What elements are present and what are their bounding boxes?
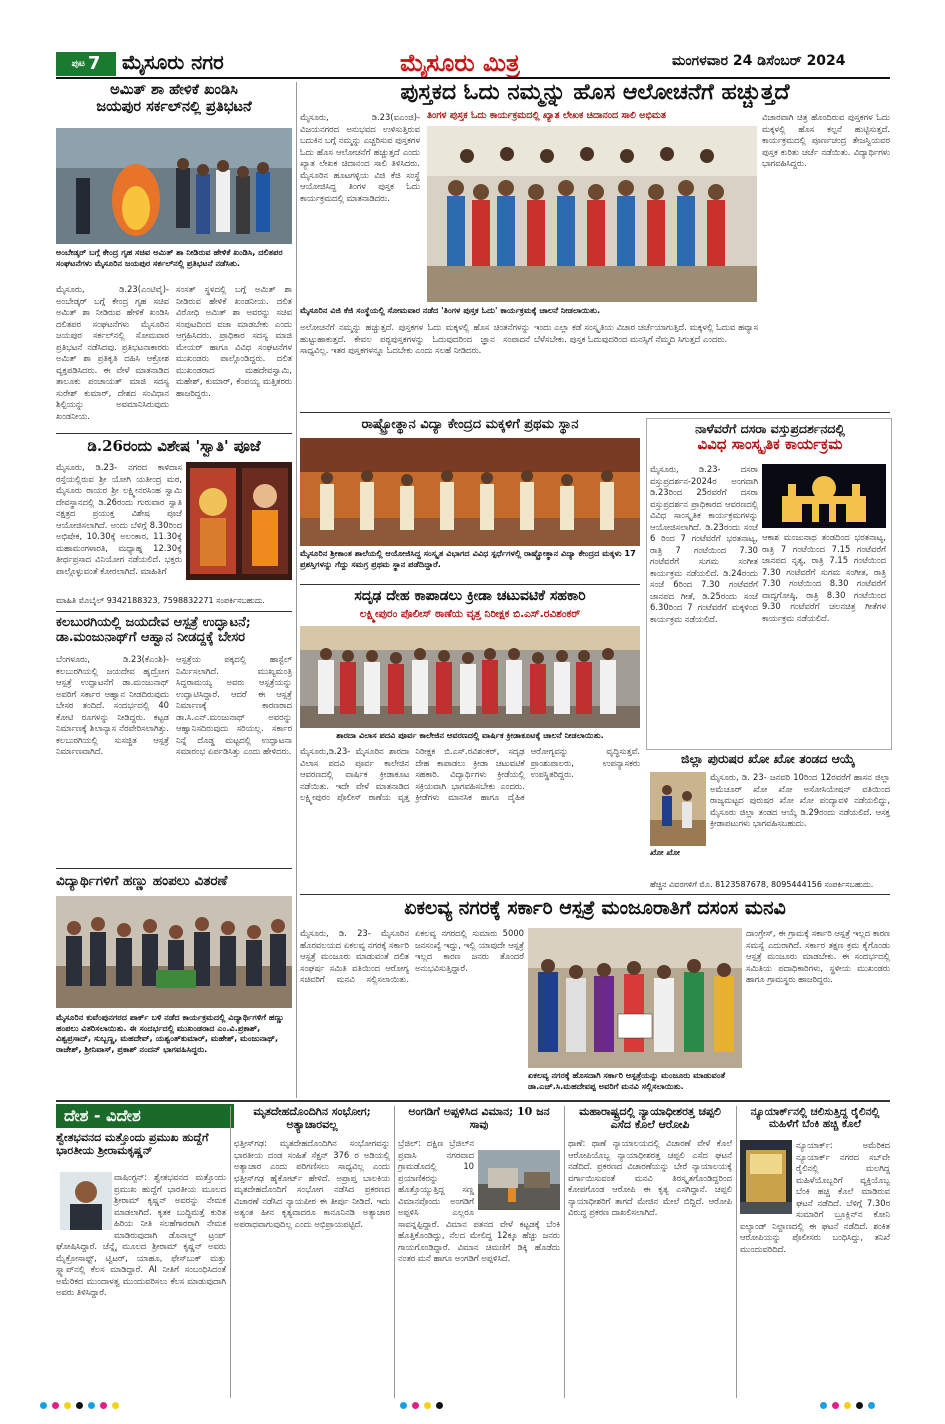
story1-photo xyxy=(56,128,292,244)
world-banner: ದೇಶ - ವಿದೇಶ xyxy=(56,1104,234,1128)
story3-body-col2: ಆಸ್ಪತ್ರೆಯ ಪಕ್ಕದಲ್ಲಿ ಹಾಸ್ಟೆಲ್ ನಿರ್ಮಿಸಲಾಗಿದೆ. ಮುಖ್ಯಮಂತ್ರಿ ಸಿದ್ದರಾಮಯ್ಯ ಅವರು ಆಸ್ಪತ್ರೆಯನ್ನು ಉದ್ಘಾಟಿಸಿದ್ದಾರೆ. ಆದರೆ ಈ ಆಸ್ಪತ್ರೆ ನಿರ್ಮಾಣಕ್ಕೆ ಕಾರಣರಾದ ಡಾ.ಸಿ.ಎನ್.ಮಂಜುನಾಥ್ ಅವರನ್ನು ಆಹ್ವಾನಿಸದಿರುವುದು ಸರಿಯಲ್ಲ. ಸರ್ಕಾರ ನಿನ್ನೆ ದೊಡ್ಡ ಮಟ್ಟದಲ್ಲಿ ಉದ್ಘಾಟನಾ ಸಮಾರಂಭ ಏರ್ಪಡಿಸಿತ್ತು ಎಂದು ಹೇಳಿದರು. xyxy=(176,654,292,756)
registration-dot xyxy=(88,1402,95,1409)
column-separator xyxy=(736,1106,737,1398)
story9-photo-caption: ಖೋ ಖೋ xyxy=(650,848,680,857)
registration-dot xyxy=(52,1402,59,1409)
story2-phone: ಮಾಹಿತಿ ಮೊಬೈಲ್ 9342188323, 7598832271 ಸಂಪರ್ಕಿಸಬಹುದು. xyxy=(56,596,265,605)
column-separator xyxy=(296,82,297,1098)
story6-photo xyxy=(300,438,640,546)
world-s4-headline: ಮಹಾರಾಷ್ಟ್ರದಲ್ಲಿ ನ್ಯಾಯಾಧೀಶರತ್ತ ಚಪ್ಪಲಿ ಎಸೆದ ಕೊಲೆ ಆರೋಪಿ xyxy=(579,1105,721,1131)
divider xyxy=(300,894,890,895)
story7-body-col2: ಆಕಾಶ ಮಂಜುನಾಥ ತಂಡದಿಂದ ಭರತನಾಟ್ಯ, ರಾತ್ರಿ 7 ಗಂಟೆಯಿಂದ 7.15 ಗಂಟೆವರೆಗೆ ಜಾನಪದ ನೃತ್ಯ, ರಾತ್ರಿ 7.15 ಗಂಟೆಯಿಂದ 7.30 ಗಂಟೆವರೆಗೆ ಸುಗಮ ಸಂಗೀತ, ರಾತ್ರಿ 7.30 ಗಂಟೆಯಿಂದ 8.30 ಗಂಟೆವರೆಗೆ ವಾದ್ಯಗೋಷ್ಠಿ, ರಾತ್ರಿ 8.30 ಗಂಟೆಯಿಂದ 9.30 ಗಂಟೆವರೆಗೆ ಚಲನಚಿತ್ರ ಗೀತೆಗಳ ಕಾರ್ಯಕ್ರಮ ನಡೆಯಲಿದೆ. xyxy=(762,532,886,623)
registration-dot xyxy=(820,1402,827,1409)
registration-dot xyxy=(100,1402,107,1409)
page-number-badge xyxy=(56,52,116,76)
story5-body-col4: ವಿಚಾರವಾಗಿ ಚಿತ್ರ ಹೊಂದಿರುವ ಪುಸ್ತಕಗಳ ಓದು ಮಕ್ಕಳಲ್ಲಿ ಹೊಸ ಕಲ್ಪನೆ ಹುಟ್ಟಿಸುತ್ತದೆ. ಕಾರ್ಯಕ್ರಮದಲ್ಲಿ ಪೂರ್ಣಚಂದ್ರ ತೇಜಸ್ವಿಯವರ ಪುಸ್ತಕ ಕುರಿತು ಚರ್ಚೆ ನಡೆಯಿತು. ವಿದ್ಯಾರ್ಥಿಗಳು ಭಾಗವಹಿಸಿದ್ದರು. xyxy=(762,112,890,168)
story9-contact: ಹೆಚ್ಚಿನ ವಿವರಗಳಿಗೆ ಮೊ. 8123587678, 8095444156 ಸಂಪರ್ಕಿಸಬಹುದು. xyxy=(650,880,874,889)
story10-headline: ಏಕಲವ್ಯ ನಗರಕ್ಕೆ ಸರ್ಕಾರಿ ಆಸ್ಪತ್ರೆ ಮಂಜೂರಾತಿಗೆ ದಸಂಸ ಮನವಿ xyxy=(404,897,786,919)
story1-caption: ಅಂಬೇಡ್ಕರ್ ಬಗ್ಗೆ ಕೇಂದ್ರ ಗೃಹ ಸಚಿವ ಅಮಿತ್ ಶಾ ನೀಡಿರುವ ಹೇಳಿಕೆ ಖಂಡಿಸಿ, ದಲಿತಪರ ಸಂಘಟನೆಗಳು ಮೈಸೂರಿನ ಜಯಪುರ ಸರ್ಕಲ್‌ನಲ್ಲಿ ಪ್ರತಿಭಟನೆ ನಡೆಸಿತು. xyxy=(56,247,283,268)
story5-subhead: ತಿಂಗಳ ಪುಸ್ತಕ ಓದು ಕಾರ್ಯಕ್ರಮದಲ್ಲಿ ಖ್ಯಾತ ಲೇಖಕ ಚಿದಾನಂದ ಸಾಲಿ ಅಭಿಮತ xyxy=(427,110,666,121)
registration-dot xyxy=(112,1402,119,1409)
story10-body-col3: ದಾಂಗ್ರೇಸ್, ಈ ಗ್ರಾಮಕ್ಕೆ ಸರ್ಕಾರಿ ಆಸ್ಪತ್ರೆ ಇಲ್ಲದ ಕಾರಣ ಸಮಸ್ಯೆ ಎದುರಾಗಿದೆ. ಸರ್ಕಾರ ತಕ್ಷಣ ಕ್ರಮ ಕೈಗೊಂಡು ಆಸ್ಪತ್ರೆ ಮಂಜೂರು ಮಾಡಬೇಕು. ಈ ಸಂದರ್ಭದಲ್ಲಿ ಸಮಿತಿಯ ಪದಾಧಿಕಾರಿಗಳು, ಸ್ಥಳೀಯ ಮುಖಂಡರು ಹಾಗೂ ಗ್ರಾಮಸ್ಥರು ಹಾಜರಿದ್ದರು. xyxy=(746,928,890,984)
photo-spacer xyxy=(740,1140,796,1218)
section-title: ಮೈಸೂರು ನಗರ xyxy=(122,50,224,74)
story5-body-col3: ಇಂದು ಎಲ್ಲಾ ಕಡೆ ಸಂಸ್ಕೃತಿಯ ವಿಚಾರ ಚರ್ಚೆಯಾಗುತ್ತಿದೆ. ಮಕ್ಕಳಲ್ಲಿ ಓದುವ ಹವ್ಯಾಸ ಬೆಳೆಸಬೇಕು. ಪುಸ್ತಕ ಓದುವುದರಿಂದ ಮನಸ್ಸಿಗೆ ನೆಮ್ಮದಿ ಸಿಗುತ್ತದೆ ಎಂದರು. xyxy=(534,322,758,344)
print-registration-marks xyxy=(0,1402,945,1414)
story9-headline: ಜಿಲ್ಲಾ ಪುರುಷರ ಖೋ ಖೋ ತಂಡದ ಆಯ್ಕೆ xyxy=(681,751,855,766)
registration-dot xyxy=(40,1402,47,1409)
story8-caption: ಶಾರದಾ ವಿಲಾಸ ಪದವಿ ಪೂರ್ವ ಕಾಲೇಜಿನ ಆವರಣದಲ್ಲಿ ವಾರ್ಷಿಕ ಕ್ರೀಡಾಕೂಟಕ್ಕೆ ಚಾಲನೆ ನೀಡಲಾಯಿತು. xyxy=(336,730,604,740)
world-s1-headline: ಶ್ವೇತಭವನದ ಮತ್ತೊಂದು ಪ್ರಮುಖ ಹುದ್ದೆಗೆ ಭಾರತೀಯ ಶ್ರೀರಾಮಕೃಷ್ಣನ್ xyxy=(56,1131,209,1157)
world-section-rule xyxy=(56,1100,890,1102)
world-s4-body: ಥಾಣೆ: ಥಾಣೆ ನ್ಯಾಯಾಲಯದಲ್ಲಿ ವಿಚಾರಣೆ ವೇಳೆ ಕೊಲೆ ಆರೋಪಿಯೊಬ್ಬ ನ್ಯಾಯಾಧೀಶರತ್ತ ಚಪ್ಪಲಿ ಎಸೆದ ಘಟನೆ ನಡೆದಿದೆ. ಪ್ರಕರಣದ ವಿಚಾರಣೆಯನ್ನು ಬೇರೆ ನ್ಯಾಯಾಲಯಕ್ಕೆ ವರ್ಗಾಯಿಸುವಂತೆ ಮನವಿ ತಿರಸ್ಕೃತಗೊಂಡಿದ್ದರಿಂದ ಕೋಪಗೊಂಡ ಆರೋಪಿ ಈ ಕೃತ್ಯ ಎಸಗಿದ್ದಾನೆ. ಚಪ್ಪಲಿ ನ್ಯಾಯಾಧೀಶರಿಗೆ ತಾಗದೆ ಮೇಜಿನ ಮೇಲೆ ಬಿದ್ದಿದೆ. ಆರೋಪಿ ವಿರುದ್ಧ ಪ್ರಕರಣ ದಾಖಲಿಸಲಾಗಿದೆ. xyxy=(568,1138,732,1217)
page-header xyxy=(0,0,945,78)
portrait-spacer xyxy=(56,1172,114,1234)
story2-body: ಮೈಸೂರು, ಡಿ.23- ನಗರದ ಕಾಳಿದಾಸ ರಸ್ತೆಯಲ್ಲಿರುವ ಶ್ರೀ ಯೋಗಿ ಯತೀಂದ್ರ ಮಠ, ಮೈಸೂರು ರಾಯರ ಶ್ರೀ ಲಕ್ಷ್ಮೀನರಸಿಂಹ ಸ್ವಾಮಿ ದೇವಸ್ಥಾನದಲ್ಲಿ ಡಿ.26ರಂದು ಗುರುವಾರ ಸ್ವಾತಿ ನಕ್ಷತ್ರದ ಪ್ರಯುಕ್ತ ವಿಶೇಷ ಪೂಜೆ ಆಯೋಜಿಸಲಾಗಿದೆ. ಅಂದು ಬೆಳಿಗ್ಗೆ 8.30ರಿಂದ ಅಭಿಷೇಕ, 10.30ಕ್ಕೆ ಅಲಂಕಾರ, 11.30ಕ್ಕೆ ಮಹಾಮಂಗಳಾರತಿ, ಮಧ್ಯಾಹ್ನ 12.30ಕ್ಕೆ ತೀರ್ಥಪ್ರಸಾದ ವಿನಿಯೋಗ ನಡೆಯಲಿದೆ. ಭಕ್ತರು ಪಾಲ್ಗೊಳ್ಳುವಂತೆ ಕೋರಲಾಗಿದೆ. ಮಾಹಿತಿಗೆ xyxy=(56,462,182,576)
registration-dot xyxy=(436,1402,443,1409)
story7-palace-photo xyxy=(762,464,886,528)
story4-photo xyxy=(56,896,292,1008)
registration-dot xyxy=(400,1402,407,1409)
world-s3-text: ಬ್ರೆಜಿಲ್: ದಕ್ಷಿಣ ಬ್ರೆಜಿಲ್‌ನ ಪ್ರವಾಸಿ ನಗರವಾದ ಗ್ರಾಮಡೊದಲ್ಲಿ 10 ಪ್ರಯಾಣಿಕರನ್ನು ಹೊತ್ತೊಯ್ಯುತ್ತಿದ್ದ ಸಣ್ಣ ವಿಮಾನವೊಂದು ಅಂಗಡಿಗೆ ಅಪ್ಪಳಿಸಿ ಎಲ್ಲರೂ ಸಾವನ್ನಪ್ಪಿದ್ದಾರೆ. ವಿಮಾನ ಪತನದ ವೇಳೆ ಕಟ್ಟಡಕ್ಕೆ ಬೆಂಕಿ ಹೊತ್ತಿಕೊಂಡಿದ್ದು, ನೆಲದ ಮೇಲಿದ್ದ 12ಕ್ಕೂ ಹೆಚ್ಚು ಜನರು ಗಾಯಗೊಂಡಿದ್ದಾರೆ. ವಿಮಾನ ಚಿಮಣಿಗೆ ಡಿಕ್ಕಿ ಹೊಡೆದು ನಂತರ ಮನೆ ಹಾಗೂ ಅಂಗಡಿಗೆ ಅಪ್ಪಳಿಸಿದೆ. xyxy=(398,1138,560,1263)
story3-headline xyxy=(56,616,292,646)
story5-caption: ಮೈಸೂರಿನ ವಿಜಿ ಕೆಜಿ ಸಂಸ್ಥೆಯಲ್ಲಿ ಸೋಮವಾರ ನಡೆದ 'ತಿಂಗಳ ಪುಸ್ತಕ ಓದು' ಕಾರ್ಯಕ್ರಮಕ್ಕೆ ಚಾಲನೆ ನೀಡಲಾಯಿತು. xyxy=(300,305,601,315)
story1-body-col2: ಸಂಸತ್ ಸ್ಥಳದಲ್ಲಿ ಬಗ್ಗೆ ಅಮಿತ್ ಶಾ ನೀಡಿರುವ ಹೇಳಿಕೆ ಖಂಡನೀಯ. ದಲಿತ ವಿರೋಧಿ ಅಮಿತ್ ಶಾ ಅವರನ್ನು ಸಚಿವ ಸಂಪುಟದಿಂದ ವಜಾ ಮಾಡಬೇಕು ಎಂದು ಆಗ್ರಹಿಸಿದರು. ಪ್ರಾಧಿಕಾರ ಸದಸ್ಯ ಮಾಜಿ ಮೇಯರ್ ಹಾಗೂ ವಿವಿಧ ಸಂಘಟನೆಗಳ ಮುಖಂಡರು ಪಾಲ್ಗೊಂಡಿದ್ದರು. ದಲಿತ ಮುಖಂಡರಾದ ಮಹದೇವಸ್ವಾಮಿ, ಮಹೇಶ್, ಕುಮಾರ್, ಕೆಂಪಯ್ಯ ಮತ್ತಿತರರು ಹಾಜರಿದ್ದರು. xyxy=(176,284,292,398)
story7-body-col1: ಮೈಸೂರು, ಡಿ.23- ದಸರಾ ವಸ್ತುಪ್ರದರ್ಶನ-2024ರ ಅಂಗವಾಗಿ ಡಿ.23ರಿಂದ 25ರವರೆಗೆ ದಸರಾ ವಸ್ತುಪ್ರದರ್ಶನ ಪ್ರಾಧಿಕಾರದ ಆವರಣದಲ್ಲಿ ವಿವಿಧ ಸಾಂಸ್ಕೃತಿಕ ಕಾರ್ಯಕ್ರಮಗಳನ್ನು ಆಯೋಜಿಸಲಾಗಿದೆ. ಡಿ.23ರಂದು ಸಂಜೆ 6 ರಿಂದ 7 ಗಂಟೆವರೆಗೆ ಭರತನಾಟ್ಯ, ರಾತ್ರಿ 7 ಗಂಟೆಯಿಂದ 7.30 ಗಂಟೆವರೆಗೆ ಸುಗಮ ಸಂಗೀತ ಕಾರ್ಯಕ್ರಮ ನಡೆಯಲಿದೆ. ಡಿ.24ರಂದು ಸಂಜೆ 6ರಿಂದ 7.30 ಗಂಟೆವರೆಗೆ ಜಾನಪದ ಗೀತೆ, ಡಿ.25ರಂದು ಸಂಜೆ 6.30ರಿಂದ 7 ಗಂಟೆವರೆಗೆ ಮಕ್ಕಳಿಂದ ಕಾರ್ಯಕ್ರಮ ನಡೆಯಲಿದೆ. xyxy=(650,464,758,624)
story6-caption: ಮೈಸೂರಿನ ಶ್ರೀಕಾಂತ ಶಾಲೆಯಲ್ಲಿ ಆಯೋಜಿಸಿದ್ದ ಸಂಸ್ಕೃತ ವಿಭಾಗದ ವಿವಿಧ ಸ್ಪರ್ಧೆಗಳಲ್ಲಿ ರಾಷ್ಟ್ರೋತ್ಥಾನ ವಿದ್ಯಾ ಕೇಂದ್ರದ ಮಕ್ಕಳು 17 ಪ್ರಶಸ್ತಿಗಳನ್ನು ಗೆದ್ದು ಸಮಗ್ರ ಪ್ರಥಮ ಸ್ಥಾನ ಪಡೆದಿದ್ದಾರೆ. xyxy=(300,548,636,569)
story7-headline-line1: ನಾಳೆವರೆಗೆ ದಸರಾ ವಸ್ತುಪ್ರದರ್ಶನದಲ್ಲಿ xyxy=(695,421,845,436)
divider xyxy=(56,433,292,434)
story5-group-photo xyxy=(427,126,757,302)
story10-caption: ಏಕಲವ್ಯ ನಗರಕ್ಕೆ ಹೊಸದಾಗಿ ಸರ್ಕಾರಿ ಆಸ್ಪತ್ರೆಯನ್ನು ಮಂಜೂರು ಮಾಡುವಂತೆ ಡಾ.ಎಚ್.ಸಿ.ಮಹದೇವಪ್ಪ ಅವರಿಗೆ ಮನವಿ ಸಲ್ಲಿಸಲಾಯಿತು. xyxy=(528,1070,726,1091)
story1-headline-line1: ಅಮಿತ್ ಶಾ ಹೇಳಿಕೆ ಖಂಡಿಸಿ xyxy=(110,81,238,98)
story5-headline: ಪುಸ್ತಕದ ಓದು ನಮ್ಮನ್ನು ಹೊಸ ಆಲೋಚನೆಗೆ ಹಚ್ಚುತ್ತದೆ xyxy=(400,79,790,105)
world-s5-headline: ನ್ಯೂಯಾರ್ಕ್‌ನಲ್ಲಿ ಚಲಿಸುತ್ತಿದ್ದ ರೈಲಿನಲ್ಲಿ ಮಹಿಳೆಗೆ ಬೆಂಕಿ ಹಚ್ಚಿ ಕೊಲೆ xyxy=(750,1106,880,1131)
photo-spacer xyxy=(474,1138,560,1216)
divider xyxy=(300,584,640,585)
world-s1-text: ವಾಷಿಂಗ್ಟನ್: ಶ್ವೇತಭವನದ ಮತ್ತೊಂದು ಪ್ರಮುಖ ಹುದ್ದೆಗೆ ಭಾರತೀಯ ಮೂಲದ ಶ್ರೀರಾಮ್ ಕೃಷ್ಣನ್ ಅವರನ್ನು ನೇಮಕ ಮಾಡಲಾಗಿದೆ. ಕೃತಕ ಬುದ್ಧಿಮತ್ತೆ ಕುರಿತ ಹಿರಿಯ ನೀತಿ ಸಲಹೆಗಾರರಾಗಿ ನೇಮಕ ಮಾಡಿರುವುದಾಗಿ ಡೊನಾಲ್ಡ್ ಟ್ರಂಪ್ ಘೋಷಿಸಿದ್ದಾರೆ. ಚೆನ್ನೈ ಮೂಲದ ಶ್ರೀರಾಮ್ ಕೃಷ್ಣನ್ ಅವರು ಮೈಕ್ರೋಸಾಫ್ಟ್, ಟ್ವಿಟರ್, ಯಾಹೂ, ಫೇಸ್‌ಬುಕ್ ಮತ್ತು ಸ್ನ್ಯಾಪ್‌ನಲ್ಲಿ ಕೆಲಸ ಮಾಡಿದ್ದಾರೆ. AI ನೀತಿಗೆ ಸಂಬಂಧಿಸಿದಂತೆ ಅಮೆರಿಕದ ಮುಂದಾಳತ್ವ ಮುಂದುವರಿಸಲು ಕೆಲಸ ಮಾಡುವುದಾಗಿ ಅವರು ತಿಳಿಸಿದ್ದಾರೆ. xyxy=(56,1172,226,1297)
column-separator xyxy=(564,1106,565,1398)
divider xyxy=(300,412,890,413)
world-s3-body xyxy=(398,1138,560,1398)
story9-body: ಮೈಸೂರು, ಡಿ. 23- ಜನವರಿ 10ರಿಂದ 12ರವರೆಗೆ ಹಾಸನ ಜಿಲ್ಲಾ ಅಮೆಚೂರ್ ಖೋ ಖೋ ಅಸೋಸಿಯೇಷನ್ ವತಿಯಿಂದ ರಾಜ್ಯಮಟ್ಟದ ಪುರುಷರ ಖೋ ಖೋ ಪಂದ್ಯಾವಳಿ ನಡೆಯಲಿದ್ದು, ಮೈಸೂರು ಜಿಲ್ಲಾ ತಂಡದ ಆಯ್ಕೆ ಡಿ.29ರಂದು ನಡೆಯಲಿದೆ. ಆಸಕ್ತ ಕ್ರೀಡಾಪಟುಗಳು ಭಾಗವಹಿಸಬಹುದು. xyxy=(710,772,890,828)
story5-body-col1: ಮೈಸೂರು, ಡಿ.23(ಐಎಂಜಿ)- ವಿಜಯನಗರದ ಅನುಭವದ ಉಳಿಸುತ್ತಿರುವ ಬದುಕಿನ ಬಗ್ಗೆ ನಮ್ಮನ್ನು ಎಚ್ಚರಿಸುವ ಪುಸ್ತಕಗಳ ಓದು ಹೊಸ ಆಲೋಚನೆಗೆ ಹಚ್ಚುತ್ತದೆ ಎಂದು ಖ್ಯಾತ ಲೇಖಕ ಚಿದಾನಂದ ಸಾಲಿ ತಿಳಿಸಿದರು. ಮೈಸೂರಿನ ಹೂಟಗಳ್ಳಿಯ ವಿಜಿ ಕೆಜಿ ಸಂಸ್ಥೆ ಆಯೋಜಿಸಿದ್ದ ತಿಂಗಳ ಪುಸ್ತಕ ಓದು ಕಾರ್ಯಕ್ರಮದಲ್ಲಿ ಮಾತನಾಡಿದರು. xyxy=(300,112,420,203)
story10-photo xyxy=(528,928,742,1068)
story2-deity-photo xyxy=(186,462,292,580)
issue-date: ಮಂಗಳವಾರ 24 ಡಿಸೆಂಬರ್ 2024 xyxy=(672,53,846,69)
registration-dot xyxy=(64,1402,71,1409)
divider xyxy=(56,611,292,612)
story-amit-shah-protest xyxy=(56,82,292,115)
story3-body-col1: ಬೆಂಗಳೂರು, ಡಿ.23(ಕೆಎಂಶಿ)- ಕಲಬುರಗಿಯಲ್ಲಿ ಜಯದೇವ ಹೃದ್ರೋಗ ಆಸ್ಪತ್ರೆ ಉದ್ಘಾಟನೆಗೆ ಡಾ.ಮಂಜುನಾಥ್ ಅವರಿಗೆ ಸರ್ಕಾರ ಆಹ್ವಾನ ನೀಡದಿರುವುದು ಬೇಸರ ತಂದಿದೆ. ಸಂದರ್ಭದಲ್ಲಿ 40 ಕೋಟಿ ರೂಗಳನ್ನು ನೀಡಿದ್ದರು. ಕಟ್ಟಡ ನಿರ್ಮಾಣಕ್ಕೆ ಶಿಲಾನ್ಯಾಸ ನೆರವೇರಿಸಲಾಗಿತ್ತು. ಕಲಬುರಗಿಯಲ್ಲಿ ಸುಸಜ್ಜಿತ ಆಸ್ಪತ್ರೆ ನಿರ್ಮಾಣವಾಗಿದೆ. xyxy=(56,654,169,756)
registration-dot xyxy=(832,1402,839,1409)
story2-headline: ಡಿ.26ರಂದು ವಿಶೇಷ 'ಸ್ವಾತಿ' ಪೂಜೆ xyxy=(87,437,261,455)
story4-headline: ವಿದ್ಯಾರ್ಥಿಗಳಿಗೆ ಹಣ್ಣು ಹಂಪಲು ವಿತರಣೆ xyxy=(56,873,228,889)
story7-headline xyxy=(650,422,890,454)
story7-headline-line2: ವಿವಿಧ ಸಾಂಸ್ಕೃತಿಕ ಕಾರ್ಯಕ್ರಮ xyxy=(697,435,843,454)
story8-subhead: ಲಕ್ಷ್ಮೀಪುರಂ ಪೊಲೀಸ್ ಠಾಣೆಯ ವೃತ್ತ ನಿರೀಕ್ಷಕ ಬಿ.ಎಸ್.ರವಿಶಂಕರ್ xyxy=(359,608,581,620)
registration-dot xyxy=(424,1402,431,1409)
story1-headline xyxy=(56,82,292,115)
story1-body-col1: ಮೈಸೂರು, ಡಿ.23(ಎಂಟಿವೈ)- ಅಂಬೇಡ್ಕರ್ ಬಗ್ಗೆ ಕೇಂದ್ರ ಗೃಹ ಸಚಿವ ಅಮಿತ್ ಶಾ ನೀಡಿರುವ ಹೇಳಿಕೆ ಖಂಡಿಸಿ ದಲಿತಪರ ಸಂಘಟನೆಗಳು ಮೈಸೂರಿನ ಜಯಪುರ ಸರ್ಕಲ್‌ನಲ್ಲಿ ಸೋಮವಾರ ಪ್ರತಿಭಟನೆ ನಡೆಸಿದವು. ಪ್ರತಿಭಟನಾಕಾರರು ಅಮಿತ್ ಶಾ ಪ್ರತಿಕೃತಿ ದಹಿಸಿ ಆಕ್ರೋಶ ವ್ಯಕ್ತಪಡಿಸಿದರು. ಈ ವೇಳೆ ಮಾತನಾಡಿದ ತಾಲೂಕು ಪಂಚಾಯತ್ ಮಾಜಿ ಸದಸ್ಯ ಸುರೇಶ್ ಕುಮಾರ್, ದೇಶದ ಸಂವಿಧಾನ ಶಿಲ್ಪಿಯನ್ನು ಅವಮಾನಿಸಿರುವುದು ಖಂಡನೀಯ. xyxy=(56,284,169,421)
story8-headline: ಸದೃಢ ದೇಹ ಕಾಪಾಡಲು ಕ್ರೀಡಾ ಚಟುವಟಿಕೆ ಸಹಕಾರಿ xyxy=(354,588,586,604)
page-label: ಪುಟ xyxy=(71,59,85,69)
registration-dot xyxy=(844,1402,851,1409)
story4-caption: ಮೈಸೂರಿನ ಕುವೆಂಪುನಗರದ ಪಾರ್ಕ್ ಬಳಿ ನಡೆದ ಕಾರ್ಯಕ್ರಮದಲ್ಲಿ ವಿದ್ಯಾರ್ಥಿಗಳಿಗೆ ಹಣ್ಣು ಹಂಪಲು ವಿತರಿಸಲಾಯಿತು. ಈ ಸಂದರ್ಭದಲ್ಲಿ ಮುಖಂಡರಾದ ಎಂ.ವಿ.ಪ್ರಕಾಶ್, ವಿಶ್ವಪ್ರಸಾದ್, ಸುಬ್ಬಣ್ಣ, ಮಹದೇವ್, ಯಶ್ವಂತ್‌ಕುಮಾರ್, ಮಹೇಶ್, ಮಂಜುನಾಥ್, ರಾಜೇಶ್, ಶ್ರೀನಿವಾಸ್, ಪ್ರಕಾಶ್ ನಂದನ್ ಭಾಗವಹಿಸಿದ್ದರು. xyxy=(56,1012,285,1054)
column-separator xyxy=(394,1106,395,1398)
story10-body-col1: ಮೈಸೂರು, ಡಿ. 23- ಮೈಸೂರಿನ ಹೊರವಲಯದ ಏಕಲವ್ಯ ನಗರಕ್ಕೆ ಸರ್ಕಾರಿ ಆಸ್ಪತ್ರೆ ಮಂಜೂರು ಮಾಡುವಂತೆ ದಲಿತ ಸಂಘರ್ಷ ಸಮಿತಿ ವತಿಯಿಂದ ಆರೋಗ್ಯ ಸಚಿವರಿಗೆ ಮನವಿ ಸಲ್ಲಿಸಲಾಯಿತು. ಏಕಲವ್ಯ ನಗರದಲ್ಲಿ ಸುಮಾರು 5000 ಜನಸಂಖ್ಯೆ ಇದ್ದು, ಇಲ್ಲಿ ಯಾವುದೇ ಆಸ್ಪತ್ರೆ ಇಲ್ಲದ ಕಾರಣ ಜನರು ತೊಂದರೆ ಅನುಭವಿಸುತ್ತಿದ್ದಾರೆ. xyxy=(300,928,524,984)
story8-body: ಮೈಸೂರು,ಡಿ.23- ಮೈಸೂರಿನ ಶಾರದಾ ವಿಲಾಸ ಪದವಿ ಪೂರ್ವ ಕಾಲೇಜಿನ ಆವರಣದಲ್ಲಿ ವಾರ್ಷಿಕ ಕ್ರೀಡಾಕೂಟ ನಡೆಯಿತು. ಇದೇ ವೇಳೆ ಮಾತನಾಡಿದ ಲಕ್ಷ್ಮೀಪುರಂ ಪೊಲೀಸ್ ಠಾಣೆಯ ವೃತ್ತ ನಿರೀಕ್ಷಕ ಬಿ.ಎಸ್.ರವಿಶಂಕರ್, ಸದೃಢ ದೇಹ ಕಾಪಾಡಲು ಕ್ರೀಡಾ ಚಟುವಟಿಕೆ ಸಹಕಾರಿ. ವಿದ್ಯಾರ್ಥಿಗಳು ಕ್ರೀಡೆಯಲ್ಲಿ ಸಕ್ರಿಯವಾಗಿ ಭಾಗವಹಿಸಬೇಕು ಎಂದರು. ಕ್ರೀಡೆಗಳು ಮಾನಸಿಕ ಹಾಗೂ ದೈಹಿಕ ಆರೋಗ್ಯವನ್ನು ವೃದ್ಧಿಸುತ್ತವೆ. ಪ್ರಾಂಶುಪಾಲರು, ಉಪನ್ಯಾಸಕರು ಉಪಸ್ಥಿತರಿದ್ದರು. xyxy=(300,746,640,802)
registration-dot xyxy=(868,1402,875,1409)
registration-dot xyxy=(856,1402,863,1409)
registration-dot xyxy=(412,1402,419,1409)
world-s5-text: ನ್ಯೂಯಾರ್ಕ್: ಅಮೆರಿಕದ ನ್ಯೂಯಾರ್ಕ್ ನಗರದ ಸಬ್‌ವೇ ರೈಲಿನಲ್ಲಿ ಮಲಗಿದ್ದ ಮಹಿಳೆಯೊಬ್ಬರಿಗೆ ವ್ಯಕ್ತಿಯೊಬ್ಬ ಬೆಂಕಿ ಹಚ್ಚಿ ಕೊಲೆ ಮಾಡಿರುವ ಘಟನೆ ನಡೆದಿದೆ. ಬೆಳಿಗ್ಗೆ 7.30ರ ಸುಮಾರಿಗೆ ಬ್ರೂಕ್ಲಿನ್‌ನ ಕೋನಿ ಐಲ್ಯಾಂಡ್ ನಿಲ್ದಾಣದಲ್ಲಿ ಈ ಘಟನೆ ನಡೆದಿದೆ. ಶಂಕಿತ ಆರೋಪಿಯನ್ನು ಪೊಲೀಸರು ಬಂಧಿಸಿದ್ದು, ತನಿಖೆ ಮುಂದುವರಿದಿದೆ. xyxy=(740,1140,890,1254)
story1-headline-line2: ಜಯಪುರ ಸರ್ಕಲ್‌ನಲ್ಲಿ ಪ್ರತಿಭಟನೆ xyxy=(96,97,252,115)
page-number: 7 xyxy=(87,53,101,74)
story3-headline-line2: ಡಾ.ಮಂಜುನಾಥ್‌ಗೆ ಆಹ್ವಾನ ನೀಡದ್ದಕ್ಕೆ ಬೇಸರ xyxy=(56,629,246,645)
world-s3-headline: ಅಂಗಡಿಗೆ ಅಪ್ಪಳಿಸಿದ ವಿಮಾನ; 10 ಜನ ಸಾವು xyxy=(408,1105,550,1131)
world-s2-headline: ಮೃತದೇಹದೊಂದಿಗಿನ ಸಂಭೋಗ; ಅತ್ಯಾಚಾರವಲ್ಲ xyxy=(253,1105,371,1131)
world-s2-body: ಛತ್ತೀಸ್‌ಗಢ: ಮೃತದೇಹದೊಂದಿಗಿನ ಸಂಭೋಗವನ್ನು ಭಾರತೀಯ ದಂಡ ಸಂಹಿತೆ ಸೆಕ್ಷನ್ 376 ರ ಅಡಿಯಲ್ಲಿ ಅತ್ಯಾಚಾರ ಎಂದು ಪರಿಗಣಿಸಲು ಸಾಧ್ಯವಿಲ್ಲ ಎಂದು ಛತ್ತೀಸ್‌ಗಢ ಹೈಕೋರ್ಟ್ ಹೇಳಿದೆ. ಅಪ್ರಾಪ್ತ ಬಾಲಕಿಯ ಮೃತದೇಹದೊಂದಿಗೆ ಸಂಭೋಗ ನಡೆಸಿದ ಪ್ರಕರಣದ ವಿಚಾರಣೆ ನಡೆಸಿದ ನ್ಯಾಯಪೀಠ ಈ ತೀರ್ಪು ನೀಡಿದೆ. ಇದು ಅತ್ಯಂತ ಹೀನ ಕೃತ್ಯವಾದರೂ ಕಾನೂನಿನಡಿ ಅತ್ಯಾಚಾರ ಅಪರಾಧವಾಗುವುದಿಲ್ಲ ಎಂದು ಅಭಿಪ್ರಾಯಪಟ್ಟಿದೆ. xyxy=(234,1138,390,1229)
column-separator xyxy=(230,1106,231,1398)
masthead-logo: ಮೈಸೂರು ಮಿತ್ರ xyxy=(400,48,520,77)
story5-body-col2: ಅಲೋಚನೆಗೆ ನಮ್ಮನ್ನು ಹಚ್ಚುತ್ತದೆ. ಪುಸ್ತಕಗಳ ಓದು ಮಕ್ಕಳಲ್ಲಿ ಹೊಸ ಚಿಂತನೆಗಳನ್ನು ಹುಟ್ಟುಹಾಕುತ್ತದೆ. ಕೇವಲ ಪಠ್ಯಪುಸ್ತಕಗಳನ್ನು ಓದುವುದರಿಂದ ಜ್ಞಾನ ಸಂಪಾದನೆ ಸಾಧ್ಯವಿಲ್ಲ. ಇತರ ಪುಸ್ತಕಗಳನ್ನೂ ಓದಬೇಕು ಎಂದು ಸಲಹೆ ನೀಡಿದರು. xyxy=(300,322,530,355)
registration-dot xyxy=(76,1402,83,1409)
world-s1-body xyxy=(56,1172,226,1398)
story9-photo xyxy=(650,772,706,846)
story3-headline-line1: ಕಲಬುರಗಿಯಲ್ಲಿ ಜಯದೇವ ಆಸ್ಪತ್ರೆ ಉದ್ಘಾಟನೆ; xyxy=(56,615,251,630)
story6-headline: ರಾಷ್ಟ್ರೋತ್ಥಾನ ವಿದ್ಯಾ ಕೇಂದ್ರದ ಮಕ್ಕಳಿಗೆ ಪ್ರಥಮ ಸ್ಥಾನ xyxy=(361,417,579,432)
story8-photo xyxy=(300,626,640,728)
world-s5-body xyxy=(740,1140,890,1398)
divider xyxy=(56,868,292,869)
